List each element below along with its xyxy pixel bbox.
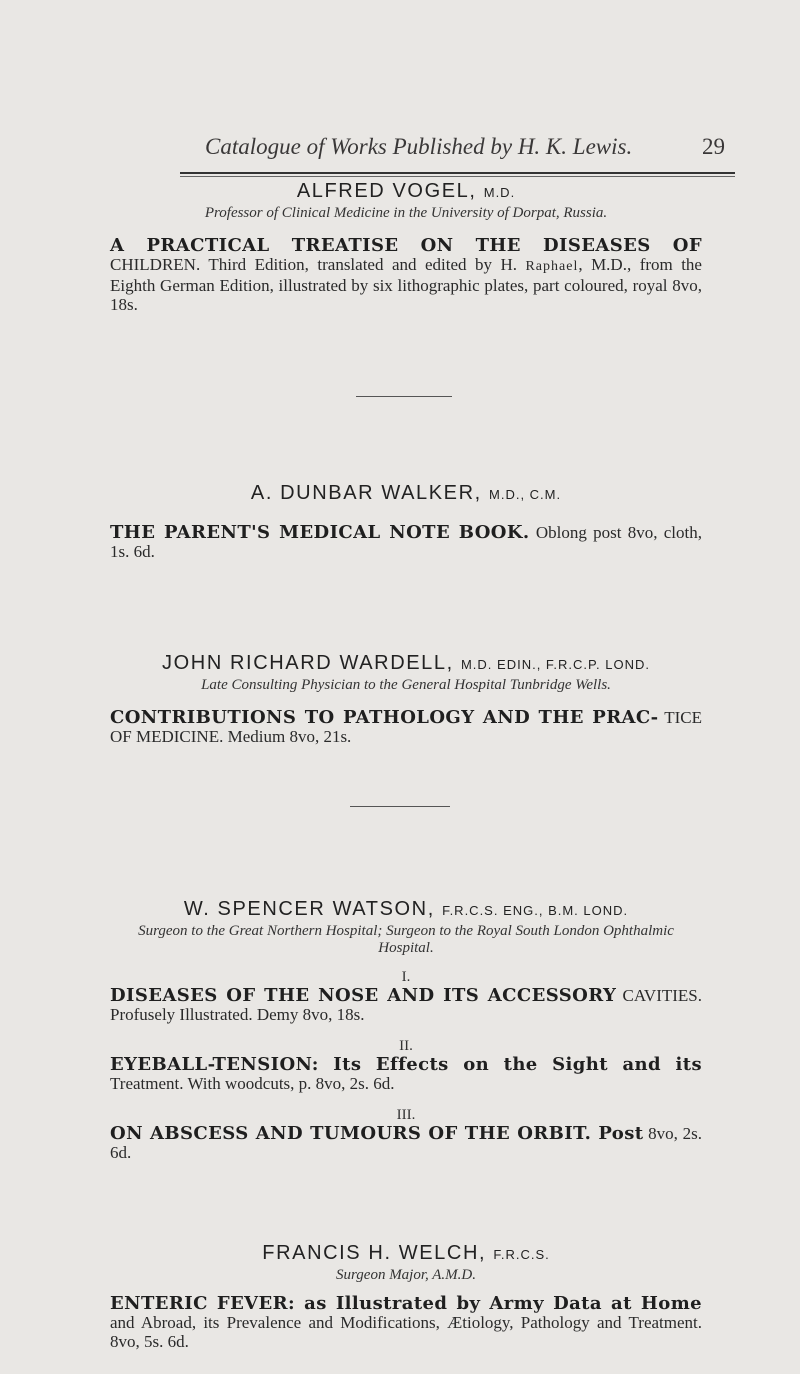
book-entry bbox=[110, 1055, 702, 1093]
section-divider bbox=[350, 806, 450, 807]
book-title: A PRACTICAL TREATISE ON THE DISEASES OF bbox=[110, 235, 702, 256]
book-details: CAVITIES. Profusely Illustrated. Demy 8vo, 18s. bbox=[110, 986, 702, 1024]
translator-name: Raphael bbox=[525, 259, 579, 274]
book-entry bbox=[110, 523, 702, 561]
author-degrees: F.R.C.S. ENG., B.M. LOND. bbox=[442, 903, 629, 918]
book-entry bbox=[110, 1294, 702, 1351]
author-name: ALFRED VOGEL, M.D. bbox=[296, 180, 516, 202]
author-role: Surgeon Major, A.M.D. bbox=[336, 1267, 476, 1283]
entry-wardell bbox=[110, 652, 702, 746]
author-role: Late Consulting Physician to the General Hospital Tunbridge Wells. bbox=[201, 677, 611, 693]
author-degrees: F.R.C.S. bbox=[493, 1247, 550, 1262]
book-details: and Abroad, its Prevalence and Modifications, Ætiology, Pathology and Treatment. 8vo, 5s. 6d. bbox=[110, 1313, 702, 1351]
author-degrees: M.D. EDIN., F.R.C.P. LOND. bbox=[460, 657, 650, 672]
page-header bbox=[205, 134, 725, 166]
entry-watson bbox=[110, 898, 702, 1162]
header-rule bbox=[180, 172, 735, 174]
page-number: 29 bbox=[702, 134, 725, 159]
book-title: ENTERIC FEVER: as Illustrated by Army Data at Home bbox=[110, 1293, 702, 1314]
book-details-cont: , M.D., from the Eighth German Edition, illustrated by six lithographic plates, part coloured, royal 8vo, 18s. bbox=[110, 255, 702, 314]
work-number: III. bbox=[396, 1107, 416, 1123]
book-details: CHILDREN. Third Edition, translated and edited by H. bbox=[110, 255, 526, 274]
book-details: 8vo, 2s. 6d. bbox=[110, 1124, 702, 1162]
book-entry bbox=[110, 708, 702, 746]
author-name: FRANCIS H. WELCH, F.R.C.S. bbox=[262, 1242, 550, 1264]
running-title: Catalogue of Works Published by H. K. Lewis. bbox=[205, 134, 633, 159]
author-name: JOHN RICHARD WARDELL, M.D. EDIN., F.R.C.P. LOND. bbox=[162, 652, 650, 674]
author-name: W. SPENCER WATSON, F.R.C.S. ENG., B.M. LOND. bbox=[183, 898, 629, 920]
book-title: EYEBALL-TENSION: Its Effects on the Sight and its bbox=[110, 1054, 702, 1075]
header-rule-thin bbox=[180, 176, 735, 177]
work-number: I. bbox=[401, 969, 411, 985]
book-details: Oblong post 8vo, cloth, 1s. 6d. bbox=[110, 523, 702, 561]
author-name: A. DUNBAR WALKER, M.D., C.M. bbox=[250, 482, 562, 504]
entry-walker bbox=[110, 482, 702, 561]
book-entry bbox=[110, 986, 702, 1024]
book-details: Treatment. With woodcuts, p. 8vo, 2s. 6d. bbox=[110, 1074, 395, 1093]
author-degrees: M.D. bbox=[483, 185, 516, 200]
book-entry bbox=[110, 236, 702, 314]
section-divider bbox=[356, 396, 452, 397]
entry-vogel bbox=[110, 180, 702, 314]
book-title: ON ABSCESS AND TUMOURS OF THE ORBIT. Post bbox=[110, 1123, 644, 1144]
book-title: THE PARENT'S MEDICAL NOTE BOOK. bbox=[110, 522, 530, 543]
work-number: II. bbox=[399, 1038, 413, 1054]
book-title: DISEASES OF THE NOSE AND ITS ACCESSORY bbox=[110, 985, 617, 1006]
author-degrees: M.D., C.M. bbox=[489, 487, 562, 502]
author-role: Professor of Clinical Medicine in the University of Dorpat, Russia. bbox=[204, 205, 608, 221]
book-details: TICE OF MEDICINE. Medium 8vo, 21s. bbox=[110, 708, 702, 746]
book-entry bbox=[110, 1124, 702, 1162]
author-role: Surgeon to the Great Northern Hospital; Surgeon to the Royal South London Ophthalmic Hospital. bbox=[138, 923, 674, 956]
entry-welch bbox=[110, 1242, 702, 1351]
book-title: CONTRIBUTIONS TO PATHOLOGY AND THE PRAC- bbox=[110, 707, 659, 728]
